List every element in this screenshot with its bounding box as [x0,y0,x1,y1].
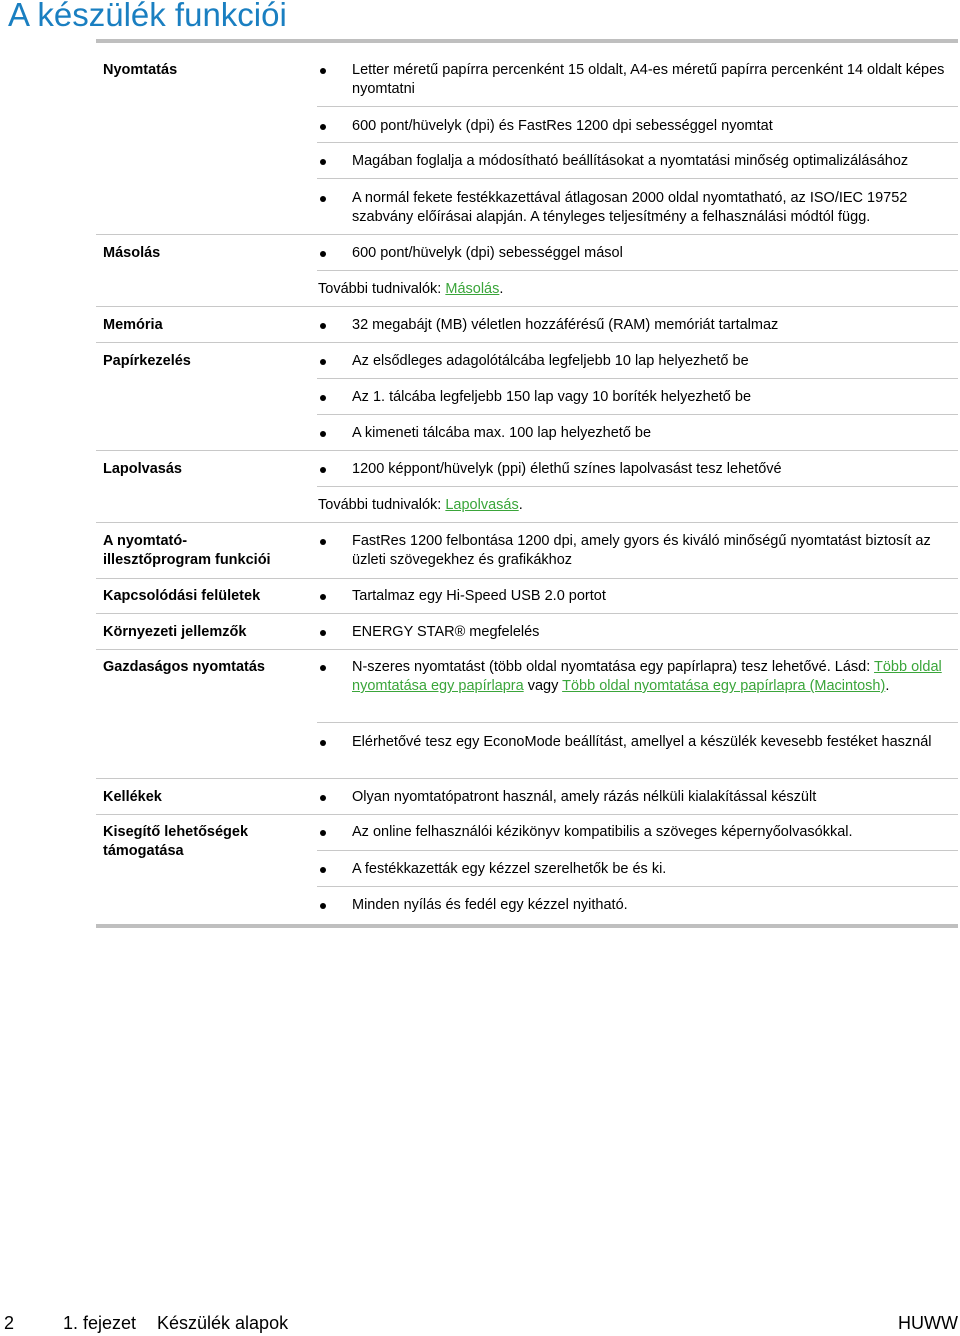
row-divider [96,613,958,614]
row-label: Papírkezelés [103,353,191,369]
more-info-suffix: . [518,497,523,513]
bullet-icon [320,867,326,873]
row-divider [317,270,958,271]
bullet-icon [320,539,326,545]
bullet-text-prefix: N-szeres nyomtatást (több oldal nyomtatása egy papírlapra) tesz lehetővé. Lásd: [352,659,875,675]
row-label: Másolás [103,245,161,261]
row-divider [96,649,958,650]
row-divider [96,450,958,451]
bullet-icon [320,124,326,130]
row-divider [317,414,958,415]
bullet-icon [320,665,326,671]
bullet-text: 600 pont/hüvelyk (dpi) és FastRes 1200 dpi sebességgel nyomtat [352,118,773,134]
row-divider [96,522,958,523]
row-divider [96,234,958,235]
bullet-text: Tartalmaz egy Hi-Speed USB 2.0 portot [352,588,606,604]
bullet-icon [320,630,326,636]
bullet-text: Az elsődleges adagolótálcába legfeljebb 10 lap helyezhető be [352,353,749,369]
more-info-prefix: További tudnivalók: [318,281,446,297]
row-label: Környezeti jellemzők [103,624,247,640]
row-label-line1: A nyomtató- [103,533,188,549]
row-divider [96,814,958,815]
row-label [103,823,303,861]
bullet-icon [320,795,326,801]
bullet-icon [320,68,326,74]
row-divider [317,178,958,179]
row-divider [96,578,958,579]
bullet-text [352,658,952,696]
top-divider [96,39,958,43]
bullet-icon [320,467,326,473]
bottom-divider [96,924,958,928]
row-label: Lapolvasás [103,461,182,477]
bullet-icon [320,395,326,401]
bullet-icon [320,251,326,257]
row-divider [317,378,958,379]
bullet-text: 32 megabájt (MB) véletlen hozzáférésű (RAM) memóriát tartalmaz [352,317,779,333]
bullet-text: Letter méretű papírra percenként 15 oldalt, A4-es méretű papírra percenként 14 oldalt képes nyomtatni [352,62,945,97]
bullet-icon [320,830,326,836]
bullet-text: 600 pont/hüvelyk (dpi) sebességgel másol [352,245,623,261]
page-number: 2 [4,1313,15,1333]
bullet-text: A normál fekete festékkazettával átlagosan 2000 oldal nyomtatható, az ISO/IEC 19752 szabvány előírásai alapján. A tényleges teljesítmény a felhasználási módtól függ. [352,190,908,225]
bullet-text: Olyan nyomtatópatront használ, amely rázás nélküli kialakítással készült [352,789,817,805]
row-divider [317,142,958,143]
page-title: A készülék funkciói [8,0,287,33]
footer-chapter: 1. fejezet [63,1313,137,1333]
row-divider [317,486,958,487]
row-divider [317,106,958,107]
bullet-text-mid: vagy [523,678,563,694]
row-label: Memória [103,317,163,333]
bullet-text: A kimeneti tálcába max. 100 lap helyezhető be [352,425,652,441]
more-info [318,280,503,299]
bullet-text: Elérhetővé tesz egy EconoMode beállítást, amellyel a készülék kevesebb festéket használ [352,734,932,750]
row-divider [317,886,958,887]
more-info [318,496,523,515]
row-label [103,532,303,570]
lapolvasas-link[interactable]: Lapolvasás [445,497,519,513]
row-divider [96,342,958,343]
row-label: Nyomtatás [103,62,178,78]
footer-brand: HUWW [898,1313,958,1333]
row-label-line2: illesztőprogram funkciói [103,552,271,568]
bullet-text: Magában foglalja a módosítható beállításokat a nyomtatási minőség optimalizálásához [352,153,909,169]
bullet-text: ENERGY STAR® megfelelés [352,624,540,640]
bullet-icon [320,323,326,329]
nup-link[interactable]: Több oldal nyomtatása egy papírlapra [352,659,942,694]
row-divider [96,778,958,779]
bullet-text: A festékkazetták egy kézzel szerelhetők be és ki. [352,861,667,877]
more-info-prefix: További tudnivalók: [318,497,446,513]
row-divider [317,722,958,723]
more-info-suffix: . [499,281,504,297]
row-divider [317,850,958,851]
bullet-text: Az online felhasználói kézikönyv kompatibilis a szöveges képernyőolvasókkal. [352,824,853,840]
bullet-icon [320,594,326,600]
bullet-icon [320,196,326,202]
bullet-icon [320,431,326,437]
row-label-line1: Kisegítő lehetőségek [103,824,249,840]
masolas-link[interactable]: Másolás [445,281,500,297]
bullet-icon [320,159,326,165]
row-label-line2: támogatása [103,843,184,859]
bullet-icon [320,740,326,746]
bullet-icon [320,903,326,909]
nup-mac-link[interactable]: Több oldal nyomtatása egy papírlapra (Macintosh) [562,678,886,694]
row-label: Gazdaságos nyomtatás [103,659,265,675]
bullet-text-suffix: . [885,678,890,694]
bullet-icon [320,359,326,365]
bullet-text: 1200 képpont/hüvelyk (ppi) élethű színes lapolvasást tesz lehetővé [352,461,782,477]
row-label: Kapcsolódási felületek [103,588,261,604]
bullet-text: Az 1. tálcába legfeljebb 150 lap vagy 10 boríték helyezhető be [352,389,752,405]
row-label: Kellékek [103,789,162,805]
row-divider [96,306,958,307]
bullet-text: Minden nyílás és fedél egy kézzel nyitható. [352,897,628,913]
bullet-text: FastRes 1200 felbontása 1200 dpi, amely gyors és kiváló minőségű nyomtatást biztosít az üzleti szövegekhez és grafikákhoz [352,533,931,568]
footer-section: Készülék alapok [157,1313,289,1333]
